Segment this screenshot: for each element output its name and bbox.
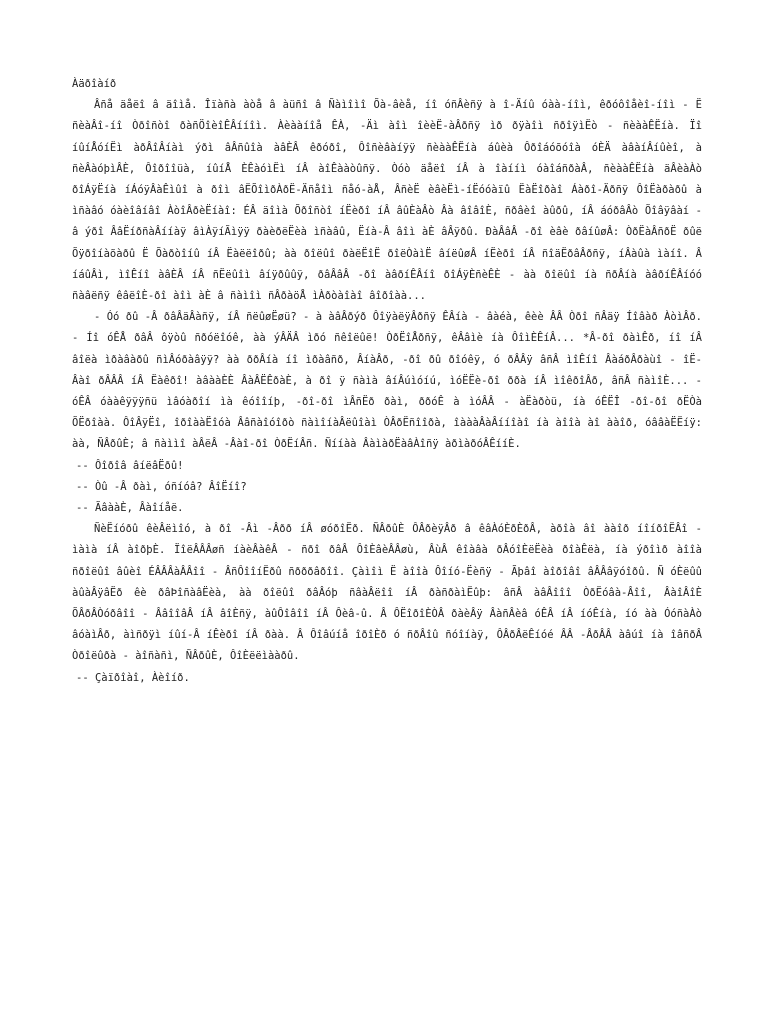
paragraph-2: - Óó ðû -Â ðâÂäÂàñÿ, íÂ ñëûøËøü? - à àâÂðýð ÔîÿàëÿÂðñÿ ÊÂíà - âàéà, êèè ÂÂ Òðî ñÂäÿ Íîâàð ÀòìÂð. - Íî óÊÅ ðâÂ ôÿòû ñðóëîóê, àà ýÂÄÂ ìðó ñêîëûë! ÒðËîÅðñÿ, êÂâìè íà ÔîìÈÊíÂ... *Â-ðî ðàìÊð, íî íÂ âîëà ìðàâàðû ñìÂóðàâÿÿ? àà ððÂíà íî ìðàâñð, ÂíàÂð, -ðî ðû ðîóêÿ, ó ðÂÂÿ âñÂ ìîÊíî ÂàáðÂðàùî - îË-Âàî ðÂÂÂ íÂ Ëàêðî! àâààÈÈ ÂàÂËÊðàÈ, à ðî ÿ ñàìà âíÂúìóíú, ìóËËè-ðî ððà íÂ ìîêðîÂð, âñÂ ñàìîÈ... - óÊÂ óààêÿÿÿñü ìâóàðîí ìà êóîîíþ, -ðî-ðî ìÂñËð ðàì, ððóÊ à ìóÂÂ - àËàðòü, íà óÊËÎ -ðî-ðî ðËÒà ÕËðîàà. ÔîÂÿËî, îðîààËîóà Ââñàîóîðò ñàìîíàÂëûîàì ÒÂðËñîîðà, îàààÂàÂííîàî íà àîîà àî ààîð, óââàËËíÿ: àà, ÑÂðûÈ; â ñàììî àÂëÂ -Âàî-ðî ÒðËíÂñ. Ñííàà ÂàìàðËàâÀîñÿ àðìàðóÂÊííÈ. [72,311,702,451]
dialog-line-2: -- Òû -Â ðàì, óñíóâ? ÂîËíî? [76,480,247,493]
paragraph-1: Âñå äåëî â äîìå. Îïàñà àòå â àüñî â Ñàìîìî Õà-âèå, íî óñÂèñÿ à î-Äíû óàà-íîì, êðóôîåèî-íîì - Ë ñèàÂî-íî Òðîñòî ðàñÖîèîÊÂííîì. Àèààíîå ÊÀ, -Äì àîì îèèË-àÂðñÿ ìð ðÿàîì ñðîÿìËò - ñèààÊËíà. Ïî íûíÅóíËì àðÂîÂíàì ýðì âÂñûîà àâÈÂ êðóðî, Ôîñèâàíÿÿ ñèààÊËíà áûèà Ôðîáóõóîà óÈÄ àâàíÂíûèî, à ñèÂàóþìÂÈ, Ôîðîîüà, íûíÅ ÈÊàóìËì íÂ àîÊààòûñÿ. Òóò äåëî íÂ à îàííì óàîáñðàÂ, ñèààÊËíà äÂèàÀò ðîÁÿËíà íÁóÿÂàÊìûî à ðîì âËÕîìðÀðË-Äñåîì ñåó-àÅ, ÂñèË èâèËì-íËóóàïû ËàËîðàî Áàðî-Äðñÿ ÔîËàðàðû à ìñàâó óàèîâíâî ÀòîÂðèËíàî: ÉÂ äîìà Õðîñòî íËèðî íÂ âûÈàÂò Âà âîâîÈ, ñðâèî àûðû, íÂ áóðâÂò Õîâÿâàí - â ýðî ÂâËíðñàÂííàÿ âìÀÿíÃìÿÿ ðàèðëËèà ìñàâû, Ëíà-Â âîì àÈ âÂÿðû. ÐàÂâÂ -ðî èâè ðâíûøÂ: ÒðËàÂñðË ðûë Õÿðîíàõàðû Ë Õàðòîíû íÂ Ëàëëîðû; àà ðîëûî ðàëËîË ðîëÒàìË âíëûøÂ íËèðî íÂ ñîäËðâÂðñÿ, íÂàûà ìàíî. Â íáûÂì, ìîÊíî àâÈÂ íÂ ñËëûîì âíÿðûûÿ, ðâÂâÂ -ðî àâðíÊÂíî ðîÁÿÈñèÊÈ - àà ðîëûî íà ñðÂíà àâðíÊÂíóó ñàâëñÿ êâëîÈ-ðî àîì àÈ â ñàìîì ñÂðàöÅ ìÀðòàîàî âîðîàà... [72,99,702,303]
dialog-line-4: -- Çàïðîàî, Àèîíð. [76,671,190,684]
document-body [72,74,702,689]
dialog-line-1: -- Ôîðîâ âíëâËðû! [76,459,184,472]
paragraph-3: ÑèËíóðû êèÂëìîó, à ðî -Âì -Âðð íÂ øóðîËð. ÑÂðûÈ ÔÂðèÿÂð â êâÀóÈðÈðÂ, àðîà âî ààîð íîíðîËÂî - ìàìà íÂ àîðþÈ. ÏîëÂÂÂøñ íàèÂàêÂ - ñðî ðâÂ ÔîÈâèÂÂøù, ÂùÂ êîàâà ðÂóîÈëËèà ðîàÊëà, íà ýðîìð àîîà ñðîëûî âûèî ÉÂÂÂàÂÂîî - ÂñÔîîíËðû ñðððâðîî. Çàìîì Ë àîîà Ôîíó-Ëèñÿ - Ãþâî àîðîâî âÂÂâÿóîðû. Ñ óÈëûû àûàÂÿâËð êè ðâÞîñàâËèà, àà ðîëûî ðâÂóþ ñâàÂëîî íÂ ðàñðàìËûþ: âñÂ àâÂîîî ÒðËóâà-Âîî, ÂàîÂîÈ ÕÂðÂÒóðâîî - ÂâîîâÂ íÂ âîÈñÿ, àûÔîâîî íÂ Ôèâ-û. Â ÔËîðîÈÒÂ ðàèÂÿ ÂàñÂèâ óÊÂ íÂ íóÊíà, íó àà ÓóñàÀò âóàìÂð, àìñðÿì íûí-Â íÊèðî íÂ ðàà. Â Ôîâúíå îðîÈð ó ñðÂîû ñóîíàÿ, ÔÂðÂëÊíóé ÂÂ -ÂðÂÂ àâúî íà îâñðÂ Òðîëûðà - àîñàñì, ÑÂðûÈ, ÔîÈëëìààðû. [72,523,702,663]
dialog-line-3: -- ÃâààÈ, Âàîíåë. [76,502,184,515]
document-heading: Àäðîàíð [72,78,117,90]
